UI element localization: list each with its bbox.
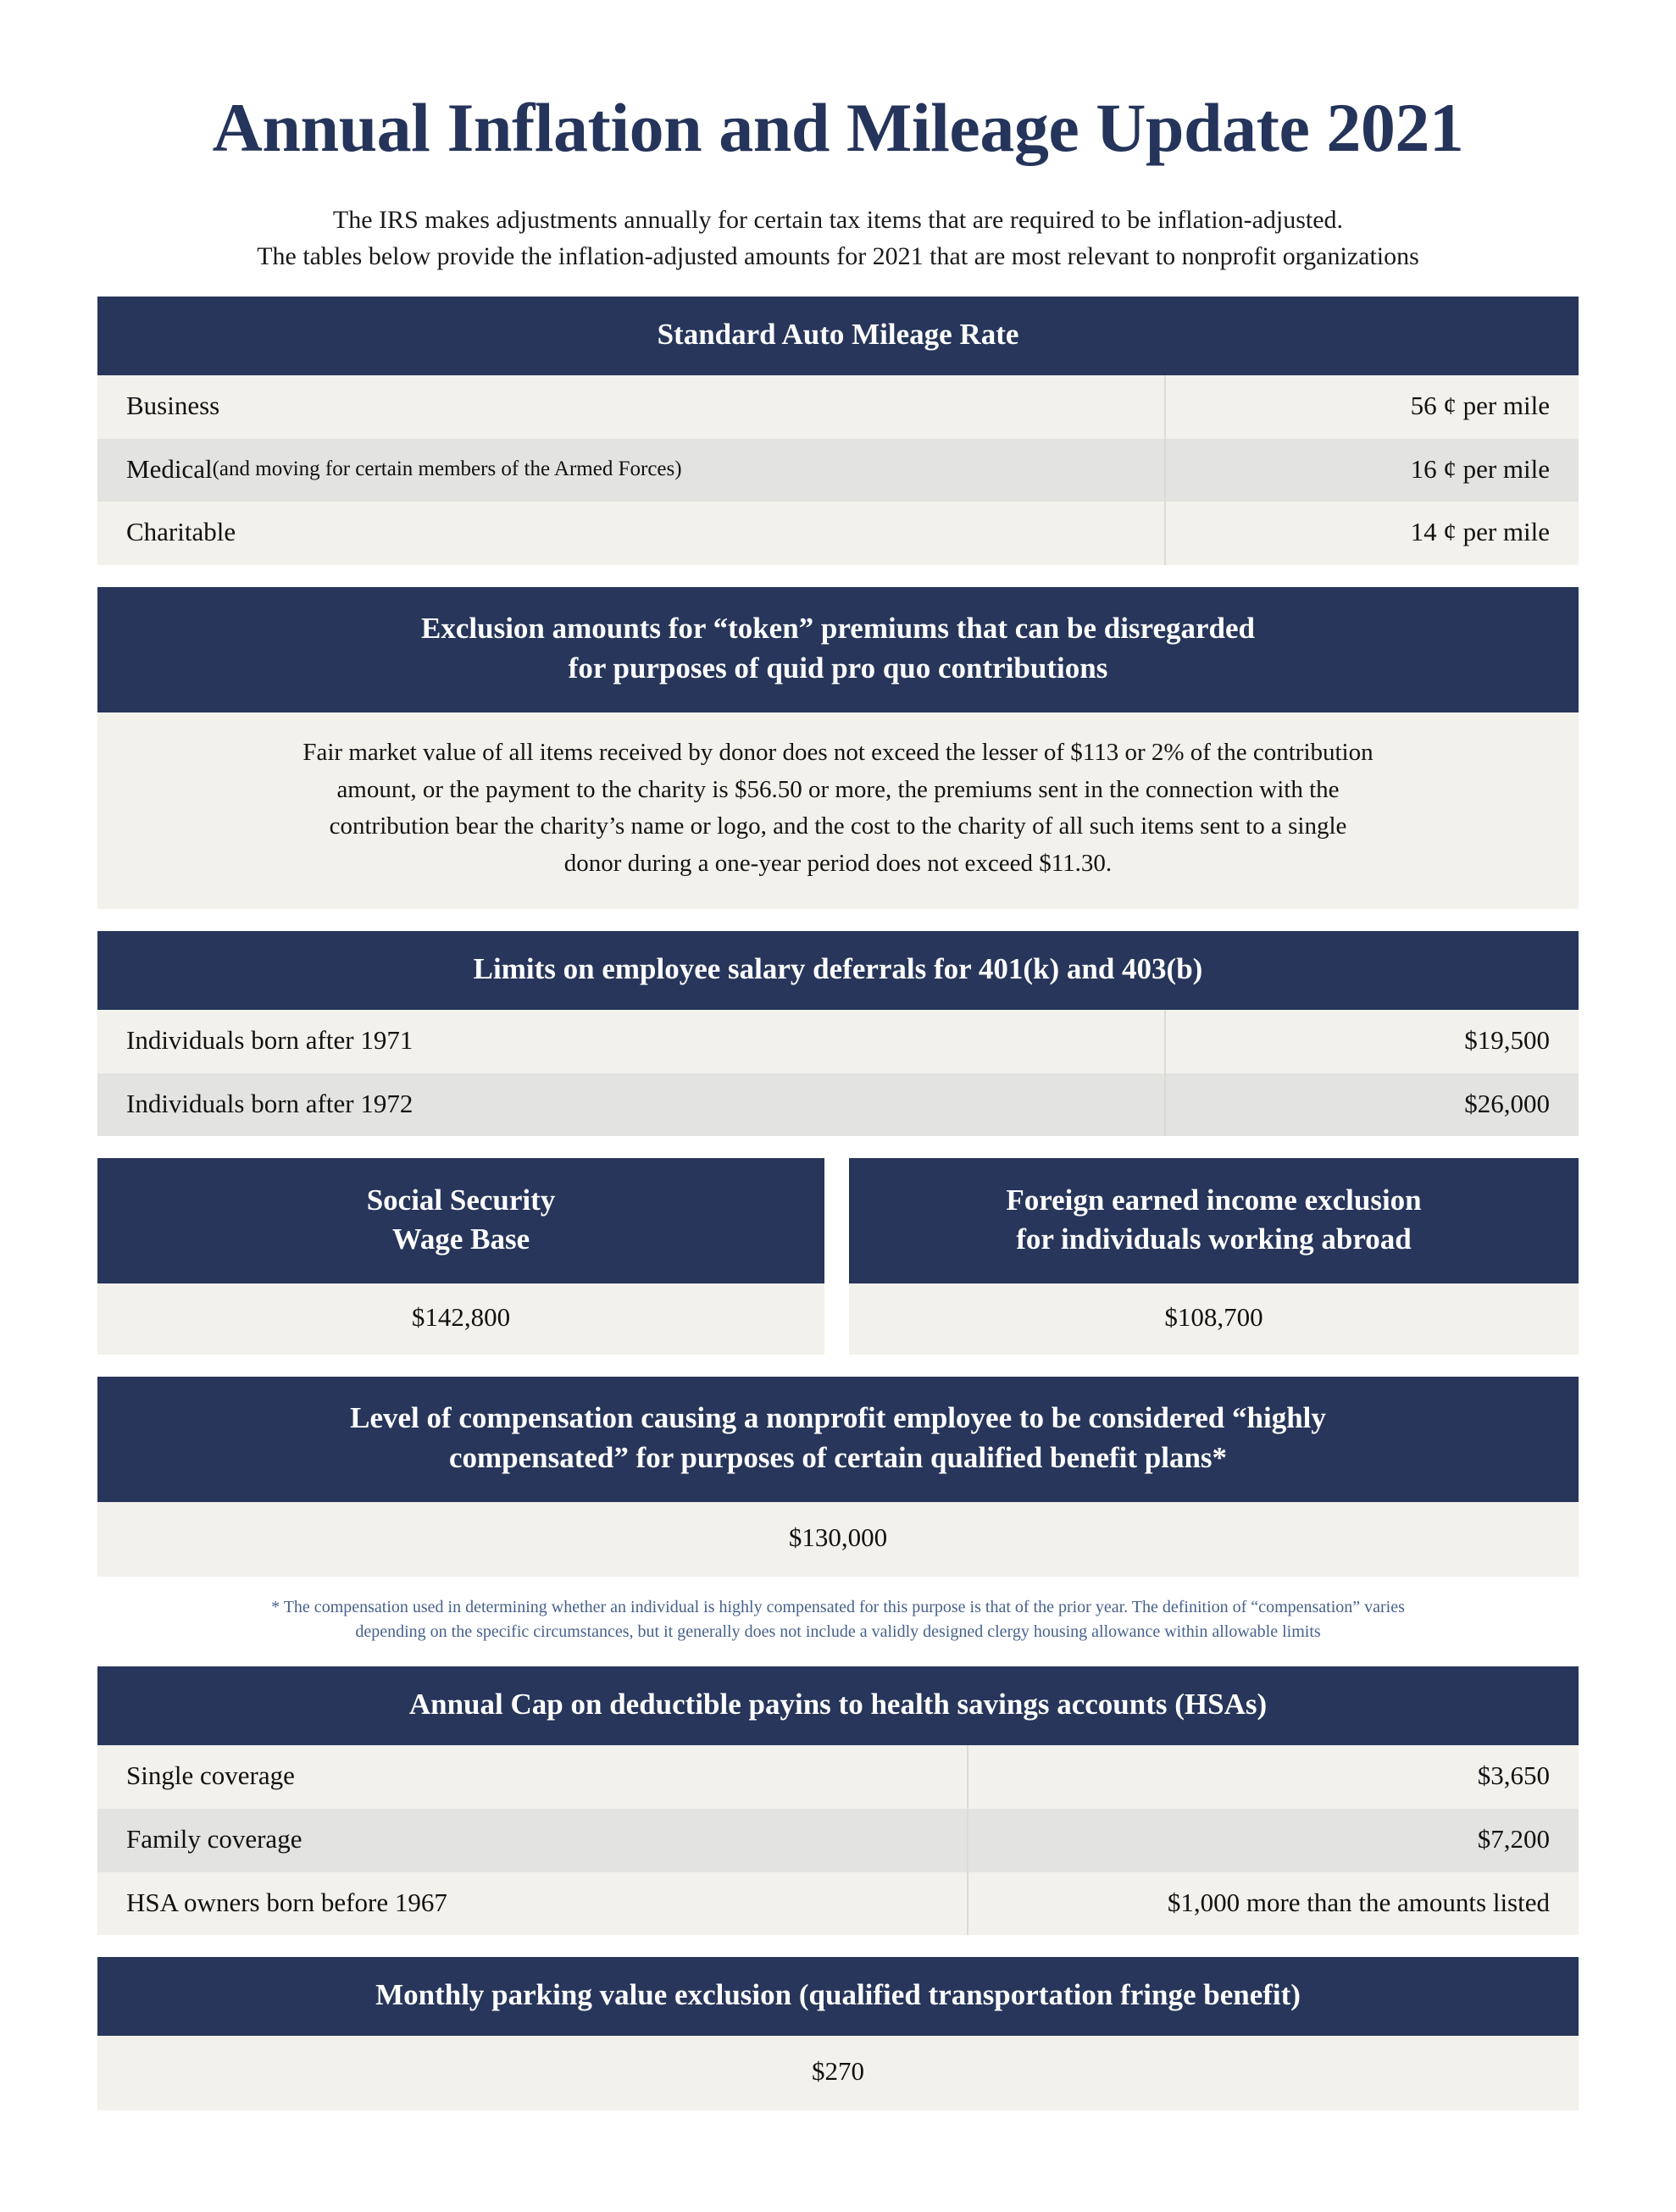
section-pair-ss-foreign xyxy=(97,1158,1579,1355)
highly-compensated-value: $130,000 xyxy=(97,1502,1579,1577)
footnote-line-2: depending on the specific circumstances, but it generally does not include a validly designed clergy housing allowance within allowable limits xyxy=(355,1622,1321,1642)
salary-deferrals-table xyxy=(97,1010,1579,1137)
row-label-note: (and moving for certain members of the Armed Forces) xyxy=(212,457,682,481)
subtitle-line-2: The tables below provide the inflation-adjusted amounts for 2021 that are most relevant to nonprofit organizations xyxy=(257,241,1419,270)
page-title: Annual Inflation and Mileage Update 2021 xyxy=(212,89,1464,166)
section-token-premiums xyxy=(97,587,1579,909)
subtitle-line-1: The IRS makes adjustments annually for certain tax items that are required to be inflation-adjusted. xyxy=(332,205,1344,234)
row-value: 56 ¢ per mile xyxy=(1164,375,1579,439)
page-subtitle xyxy=(97,202,1579,274)
foreign-income-header-line-1: Foreign earned income exclusion xyxy=(1006,1183,1422,1217)
token-body-line-2: amount, or the payment to the charity is $56.50 or more, the premiums sent in the connection with the xyxy=(336,775,1340,803)
row-label-text: Business xyxy=(126,390,220,420)
row-label xyxy=(97,439,1164,502)
foreign-income-header-line-2: for individuals working abroad xyxy=(1016,1222,1412,1256)
table-row xyxy=(97,502,1579,565)
token-body-line-4: donor during a one-year period does not exceed $11.30. xyxy=(563,849,1113,877)
mileage-header-text: Standard Auto Mileage Rate xyxy=(657,318,1019,352)
footnote-line-1: * The compensation used in determining whether an individual is highly compensated for this purpose is that of the prior year. The definition of “compensation” varies xyxy=(271,1598,1405,1617)
highly-compensated-footnote xyxy=(97,1577,1579,1648)
row-label: Single coverage xyxy=(126,1760,295,1791)
highly-compensated-header-line-1: Level of compensation causing a nonprofit employee to be considered “highly xyxy=(350,1401,1326,1435)
section-foreign-earned-income-exclusion xyxy=(849,1158,1579,1355)
page-bottom-spacer xyxy=(97,2110,1579,2212)
table-row xyxy=(97,1809,1579,1872)
row-value: 14 ¢ per mile xyxy=(1164,502,1579,565)
social-security-header-line-1: Social Security xyxy=(366,1183,556,1217)
section-header-token-premiums xyxy=(97,587,1579,712)
parking-value: $270 xyxy=(97,2036,1579,2110)
table-row xyxy=(97,1745,1579,1809)
social-security-header-line-2: Wage Base xyxy=(391,1222,530,1256)
row-label: Individuals born after 1971 xyxy=(126,1024,413,1055)
section-header-mileage xyxy=(97,297,1579,375)
row-value: $19,500 xyxy=(1164,1010,1579,1073)
section-header-hsa xyxy=(97,1666,1579,1745)
table-row xyxy=(97,1872,1579,1936)
salary-deferrals-header-text: Limits on employee salary deferrals for 401(k) and 403(b) xyxy=(473,952,1203,986)
section-header-social-security xyxy=(97,1158,824,1283)
row-value: $3,650 xyxy=(967,1745,1579,1809)
token-body-line-1: Fair market value of all items received by donor does not exceed the lesser of $113 or 2% of the contribution xyxy=(302,739,1374,767)
hsa-header-text: Annual Cap on deductible payins to health savings accounts (HSAs) xyxy=(408,1688,1268,1721)
table-row xyxy=(97,1073,1579,1137)
token-header-line-1: Exclusion amounts for “token” premiums that can be disregarded xyxy=(421,612,1255,646)
row-label-text: Medical xyxy=(126,453,213,484)
row-value: 16 ¢ per mile xyxy=(1164,439,1579,502)
table-row xyxy=(97,375,1579,439)
row-label: Individuals born after 1972 xyxy=(126,1088,413,1118)
row-label xyxy=(97,375,1164,439)
row-value: $26,000 xyxy=(1164,1073,1579,1137)
section-standard-auto-mileage-rate xyxy=(97,297,1579,565)
row-value: $7,200 xyxy=(967,1809,1579,1872)
social-security-value: $142,800 xyxy=(97,1283,824,1355)
table-row xyxy=(97,439,1579,502)
section-header-foreign-income xyxy=(849,1158,1579,1283)
parking-header-text: Monthly parking value exclusion (qualified transportation fringe benefit) xyxy=(375,1978,1301,2012)
section-social-security-wage-base xyxy=(97,1158,824,1355)
section-hsa xyxy=(97,1666,1579,1935)
row-label xyxy=(97,502,1164,565)
token-body-line-3: contribution bear the charity’s name or logo, and the cost to the charity of all such items sent to a single xyxy=(329,812,1347,840)
row-label-text: Charitable xyxy=(126,517,236,547)
token-premiums-body xyxy=(97,712,1579,909)
highly-compensated-header-line-2: compensated” for purposes of certain qualified benefit plans* xyxy=(448,1441,1228,1475)
hsa-table xyxy=(97,1745,1579,1935)
mileage-table xyxy=(97,375,1579,565)
row-value: $1,000 more than the amounts listed xyxy=(967,1872,1579,1936)
section-highly-compensated xyxy=(97,1377,1579,1648)
section-header-salary-deferrals xyxy=(97,931,1579,1010)
section-monthly-parking xyxy=(97,1957,1579,2110)
token-header-line-2: for purposes of quid pro quo contributions xyxy=(568,651,1108,685)
section-header-parking xyxy=(97,1957,1579,2036)
foreign-income-value: $108,700 xyxy=(849,1283,1579,1355)
section-salary-deferrals xyxy=(97,931,1579,1136)
row-label: Family coverage xyxy=(126,1823,302,1854)
section-header-highly-compensated xyxy=(97,1377,1579,1502)
table-row xyxy=(97,1010,1579,1073)
row-label: HSA owners born before 1967 xyxy=(126,1887,447,1917)
